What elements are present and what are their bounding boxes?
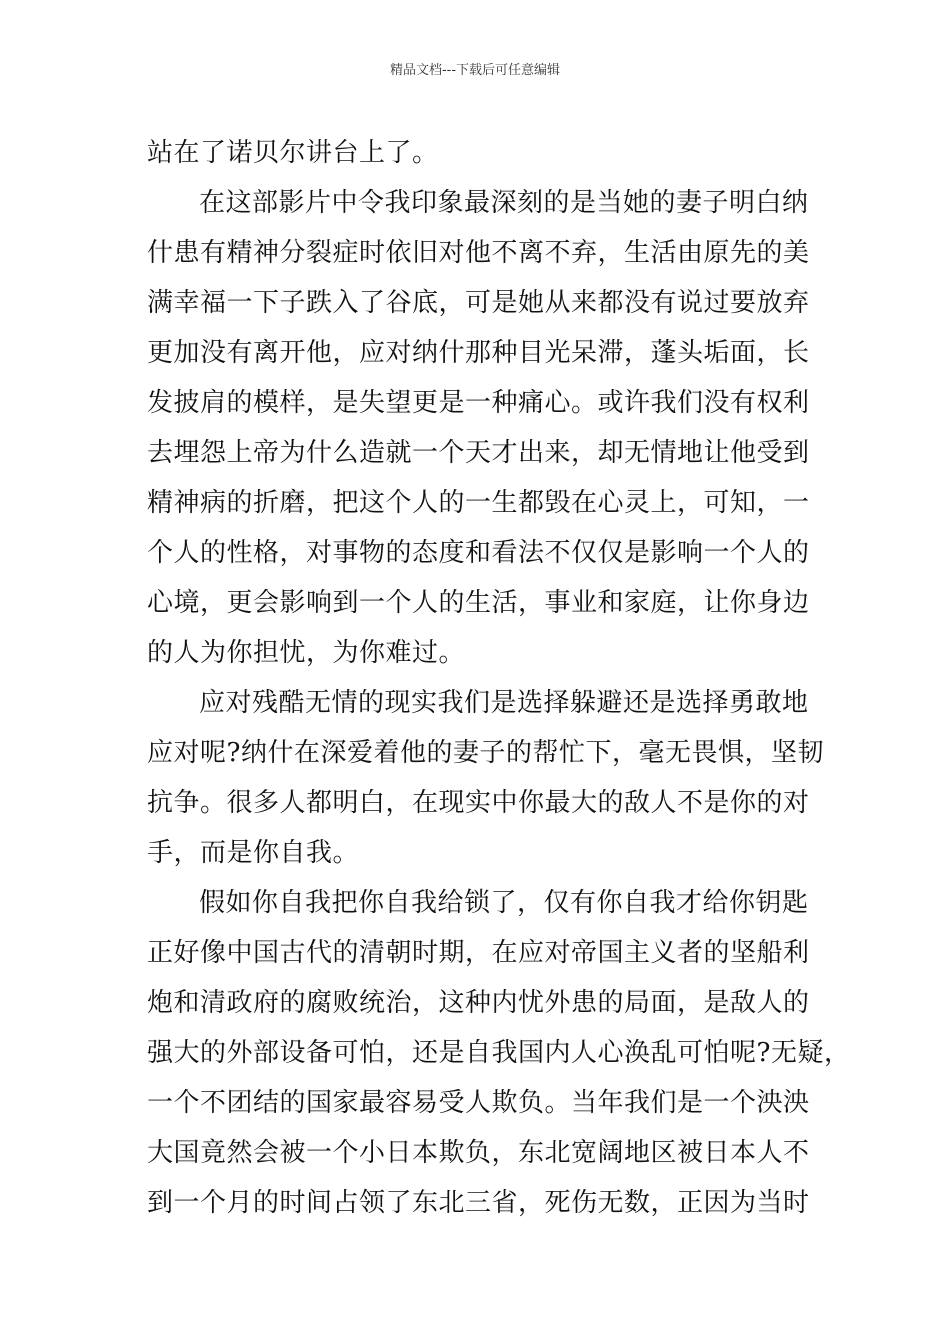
text-line: 心境，更会影响到一个人的生活，事业和家庭，让你身边 <box>147 588 810 618</box>
text-line: 个人的性格，对事物的态度和看法不仅仅是影响一个人的 <box>147 538 810 568</box>
text-line-paragraph-start: 假如你自我把你自我给锁了，仅有你自我才给你钥匙 <box>199 888 809 918</box>
text-line: 满幸福一下子跌入了谷底，可是她从来都没有说过要放弃 <box>147 288 810 318</box>
text-line: 应对呢?纳什在深爱着他的妻子的帮忙下，毫无畏惧，坚韧 <box>147 738 824 768</box>
text-line: 大国竟然会被一个小日本欺负，东北宽阔地区被日本人不 <box>147 1138 810 1168</box>
text-line: 手，而是你自我。 <box>147 838 360 868</box>
text-line-paragraph-start: 应对残酷无情的现实我们是选择躲避还是选择勇敢地 <box>199 688 809 718</box>
text-line: 到一个月的时间占领了东北三省，死伤无数，正因为当时 <box>147 1188 810 1218</box>
text-line: 站在了诺贝尔讲台上了。 <box>147 138 439 168</box>
text-line: 去埋怨上帝为什么造就一个天才出来，却无情地让他受到 <box>147 438 810 468</box>
document-header: 精品文档---下载后可任意编辑 <box>389 63 561 78</box>
text-line: 更加没有离开他，应对纳什那种目光呆滞，蓬头垢面，长 <box>147 338 810 368</box>
text-line: 精神病的折磨，把这个人的一生都毁在心灵上，可知，一 <box>147 488 810 518</box>
text-line: 炮和清政府的腐败统治，这种内忧外患的局面，是敌人的 <box>147 988 810 1018</box>
text-line: 发披肩的模样，是失望更是一种痛心。或许我们没有权利 <box>147 388 810 418</box>
text-line: 的人为你担忧，为你难过。 <box>147 638 466 668</box>
text-line-paragraph-start: 在这部影片中令我印象最深刻的是当她的妻子明白纳 <box>199 188 809 218</box>
text-line: 强大的外部设备可怕，还是自我国内人心涣乱可怕呢?无疑， <box>147 1038 851 1068</box>
text-line: 抗争。很多人都明白，在现实中你最大的敌人不是你的对 <box>147 788 810 818</box>
text-line: 一个不团结的国家最容易受人欺负。当年我们是一个泱泱 <box>147 1088 810 1118</box>
text-line: 正好像中国古代的清朝时期，在应对帝国主义者的坚船利 <box>147 938 810 968</box>
text-line: 什患有精神分裂症时依旧对他不离不弃，生活由原先的美 <box>147 238 810 268</box>
document-body <box>147 128 851 1228</box>
